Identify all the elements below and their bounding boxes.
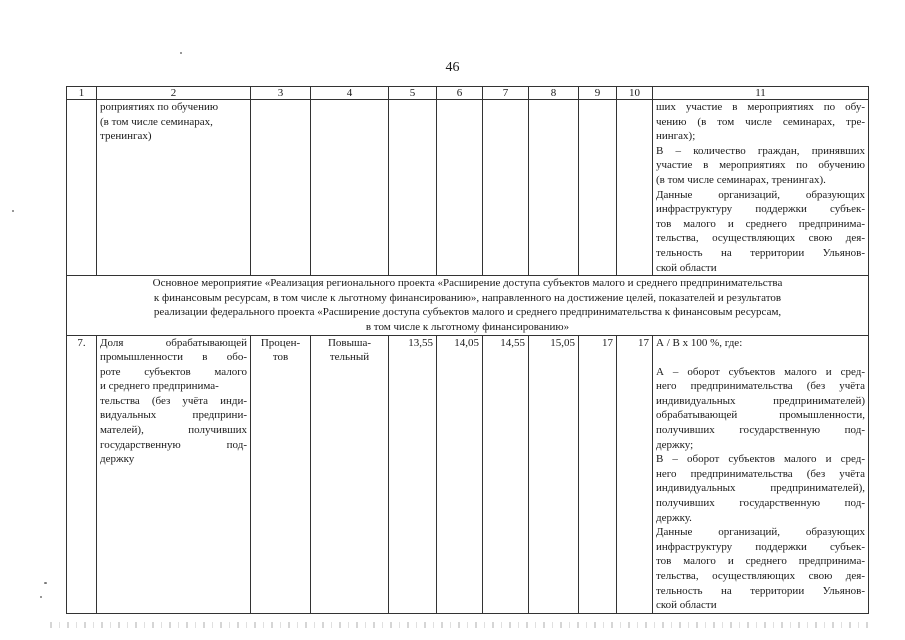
indicator-name: Доля обрабатывающей промышленности в обо- роте субъектов малого и среднего предпринима- тельства (без учёта инди- видуальных предприни- мателей), получивших государственную под- держку — [97, 335, 251, 613]
column-number-row — [67, 87, 869, 100]
table-row-continuation — [67, 100, 869, 276]
section-title: Основное мероприятие «Реализация регионального проекта «Расширение доступа субъектов малого и среднего предпринимательства к финансовым ресурсам, в том числе к льготному финансированию», направленного на достижение целей, показателей и результатов реализации федерального проекта «Расширение доступа субъектов малого и среднего предпринимательства к финансовым ресурсам, в том числе к льготному финансированию» — [67, 276, 869, 335]
value-col-7: 14,55 — [483, 335, 529, 613]
cell-empty — [617, 100, 653, 276]
page-number: 46 — [445, 60, 460, 75]
scan-speck — [44, 582, 47, 584]
column-number: 4 — [311, 87, 389, 100]
column-number: 6 — [437, 87, 483, 100]
cell-empty — [483, 100, 529, 276]
column-number: 2 — [97, 87, 251, 100]
column-number: 8 — [529, 87, 579, 100]
scan-footer-noise — [50, 622, 870, 628]
column-number: 11 — [653, 87, 869, 100]
value-col-9: 17 — [579, 335, 617, 613]
cell-empty — [251, 100, 311, 276]
unit-of-measure: Процен- тов — [251, 335, 311, 613]
calculation-method: А / В х 100 %, где: А – оборот субъектов малого и сред- него предпринимательства (без учёта индивидуальных предпринимателей) обрабатывающей промышленности, получивших государственную под- держку; В – оборот субъектов малого и сред- него предпринимательства (без учёта индивидуальных предпринимателей), получивших государственную под- держку. Данные организаций, образующих инфраструктуру поддержки субъек- тов малого и среднего предпринима- тельства, осуществляющих свою дея- тельность на территории Ульянов- ской области — [653, 335, 869, 613]
table-row-indicator-7 — [67, 335, 869, 613]
cell-empty — [389, 100, 437, 276]
value-col-8: 15,05 — [529, 335, 579, 613]
indicator-name-continued: роприятиях по обучению (в том числе семинарах, тренингах) — [97, 100, 251, 276]
scan-speck — [12, 210, 14, 212]
cell-empty — [529, 100, 579, 276]
column-number: 7 — [483, 87, 529, 100]
value-col-10: 17 — [617, 335, 653, 613]
column-number: 9 — [579, 87, 617, 100]
value-col-6: 14,05 — [437, 335, 483, 613]
row-number: 7. — [67, 335, 97, 613]
column-number: 3 — [251, 87, 311, 100]
value-col-5: 13,55 — [389, 335, 437, 613]
scan-speck — [180, 52, 182, 54]
scan-speck — [40, 596, 42, 598]
cell-empty — [437, 100, 483, 276]
calculation-method-continued: ших участие в мероприятиях по обу- чению (в том числе семинарах, тре- нингах); В – количество граждан, принявших участие в мероприятиях по обучению (в том числе семинарах, тренингах). Данные организаций, образующих инфраструктуру поддержки субъек- тов малого и среднего предпринима- тельства, осуществляющих свою дея- тельность на территории Ульянов- ской области — [653, 100, 869, 276]
cell-empty — [67, 100, 97, 276]
column-number: 5 — [389, 87, 437, 100]
indicator-table — [66, 86, 869, 614]
indicator-type: Повыша- тельный — [311, 335, 389, 613]
column-number: 10 — [617, 87, 653, 100]
cell-empty — [579, 100, 617, 276]
section-row — [67, 276, 869, 335]
column-number: 1 — [67, 87, 97, 100]
cell-empty — [311, 100, 389, 276]
